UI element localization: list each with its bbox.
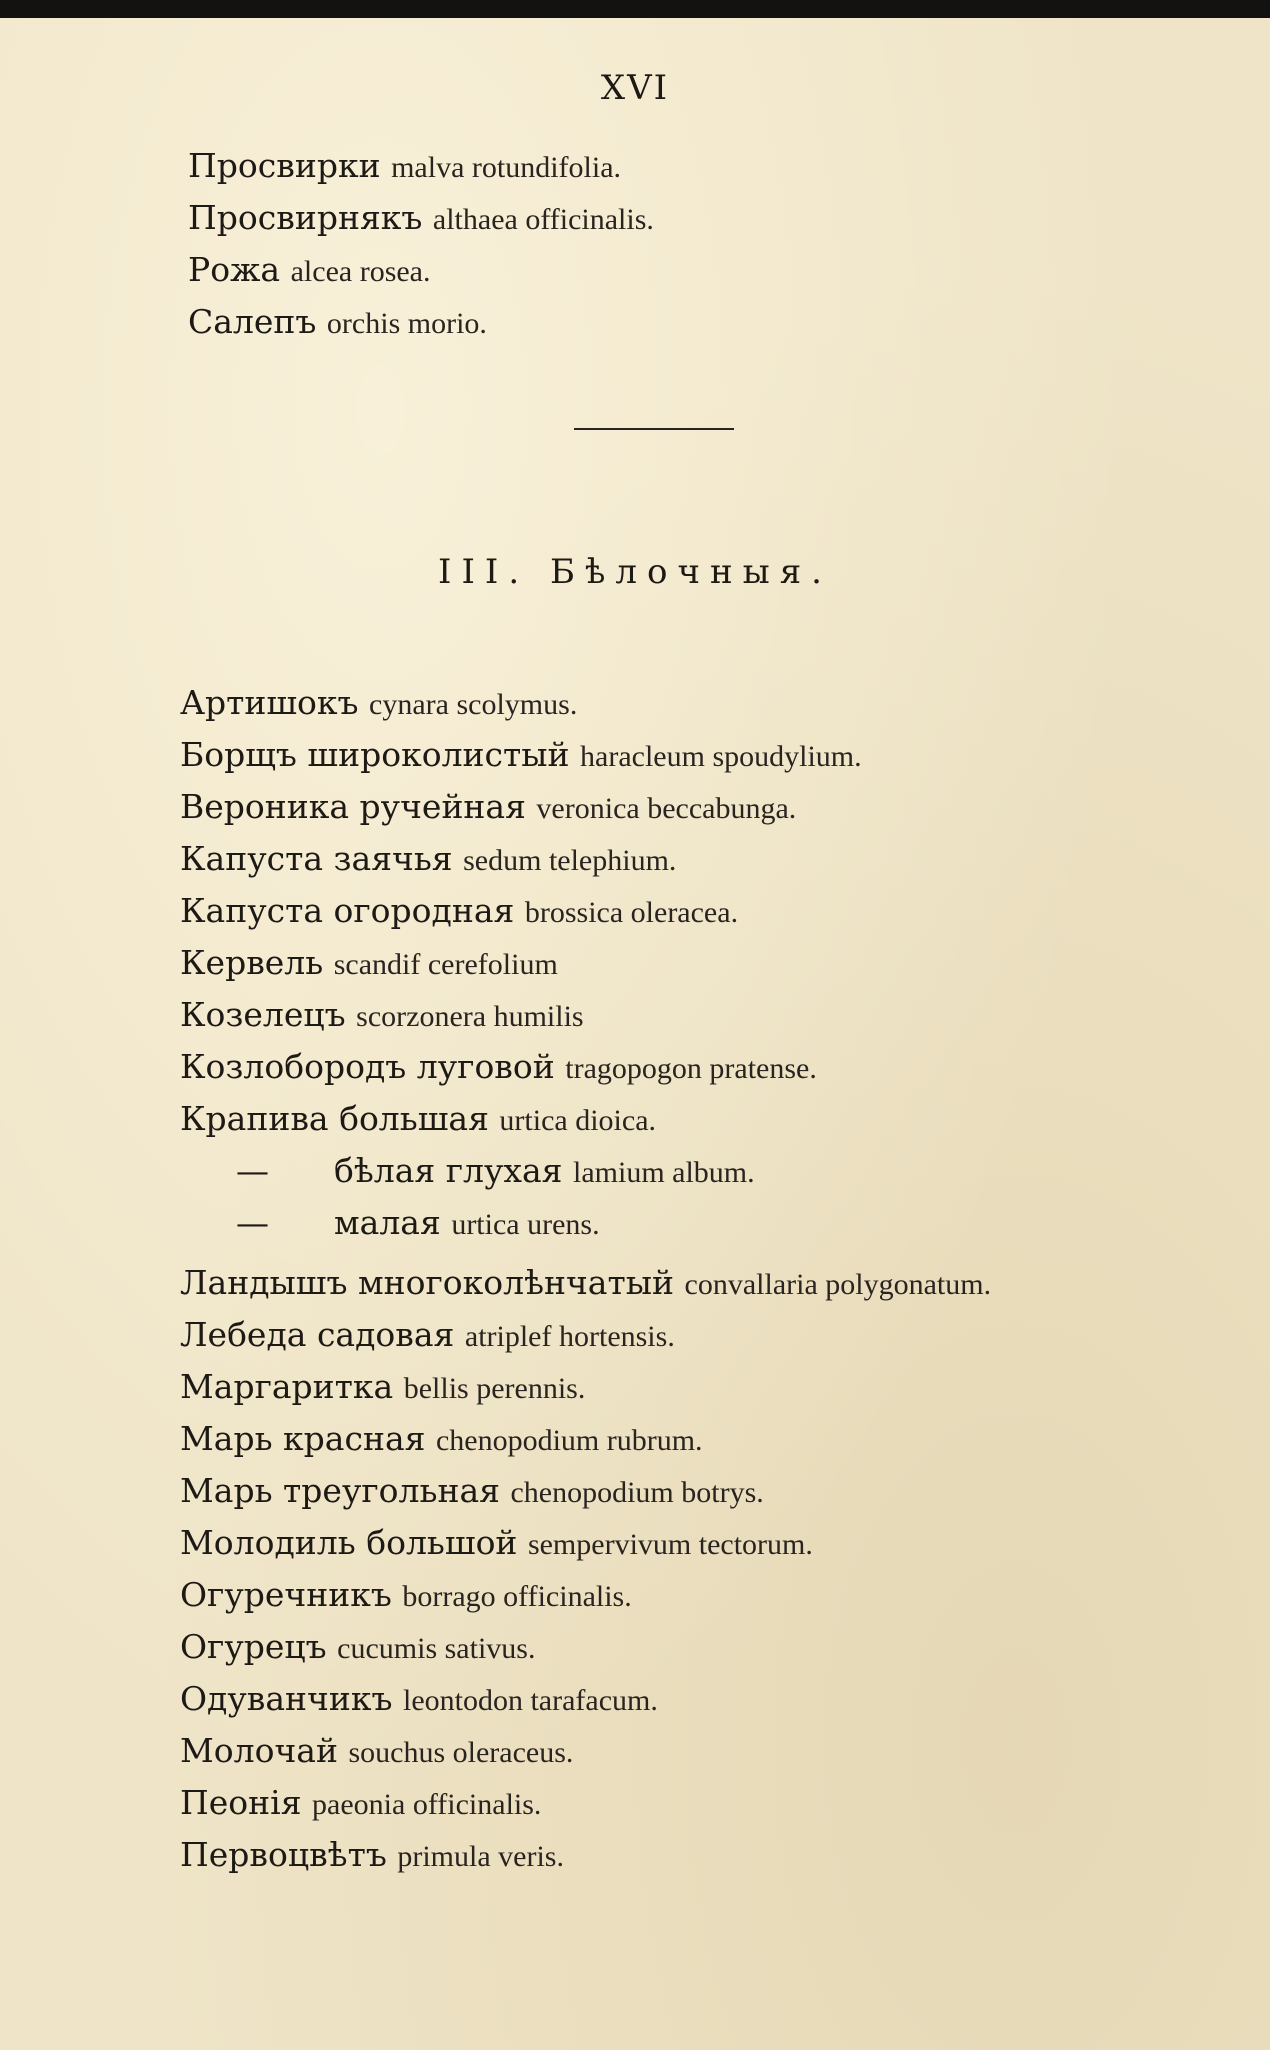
russian-name: Первоцвѣтъ	[180, 1835, 387, 1874]
russian-name: Марь красная	[180, 1419, 426, 1458]
list-item	[180, 1419, 703, 1461]
russian-name: Артишокъ	[180, 683, 359, 722]
latin-name: tragopogon pratense.	[565, 1052, 817, 1085]
list-item	[180, 891, 738, 933]
russian-name: Просвирки	[188, 146, 381, 185]
russian-name: Козлобородъ луговой	[180, 1047, 555, 1086]
list-item	[180, 1731, 573, 1773]
list-item	[180, 839, 676, 881]
list-item	[180, 1783, 541, 1825]
list-item	[180, 1575, 632, 1617]
russian-name: Салепъ	[188, 302, 317, 341]
latin-name: veronica beccabunga.	[536, 792, 797, 825]
latin-name: scorzonera humilis	[356, 1000, 584, 1033]
russian-name: Крапива большая	[180, 1099, 489, 1138]
list-item	[180, 683, 577, 725]
ditto-dash: —	[236, 1203, 269, 1242]
russian-name: Молодиль большой	[180, 1523, 518, 1562]
russian-name: Просвирнякъ	[188, 198, 423, 237]
latin-name: scandif cerefolium	[333, 948, 558, 981]
russian-name: Марь треугольная	[180, 1471, 500, 1510]
list-item	[180, 1627, 535, 1669]
russian-name: Одуванчикъ	[180, 1679, 393, 1718]
latin-name: atriplef hortensis.	[464, 1320, 675, 1353]
latin-name: urtica dioica.	[499, 1104, 657, 1137]
russian-name: Молочай	[180, 1731, 338, 1770]
latin-name: orchis morio.	[326, 307, 487, 340]
latin-name: souchus oleraceus.	[348, 1736, 574, 1769]
russian-name: Ландышъ многоколѣнчатый	[180, 1263, 675, 1302]
latin-name: sedum telephium.	[463, 844, 677, 877]
latin-name: primula veris.	[397, 1840, 564, 1873]
scan-edge	[0, 0, 1270, 18]
list-item	[180, 943, 558, 985]
latin-name: bellis perennis.	[403, 1372, 586, 1405]
latin-name: althaea officinalis.	[432, 203, 654, 236]
list-item	[180, 1315, 675, 1357]
russian-name: Огурецъ	[180, 1627, 327, 1666]
latin-name: brossica oleracea.	[524, 896, 739, 929]
latin-name: malva rotundifolia.	[391, 151, 622, 184]
list-item	[180, 1835, 564, 1877]
latin-name: chenopodium botrys.	[510, 1476, 764, 1509]
list-item	[180, 1047, 817, 1089]
latin-name: lamium album.	[573, 1156, 755, 1189]
list-item	[188, 198, 654, 240]
list-item	[180, 1679, 658, 1721]
list-item	[180, 1263, 991, 1305]
ditto-dash: —	[236, 1151, 269, 1190]
latin-name: urtica urens.	[451, 1208, 600, 1241]
russian-name: Кервель	[180, 943, 324, 982]
section-heading: III. Бѣлочныя.	[438, 552, 832, 592]
latin-name: sempervivum tectorum.	[527, 1528, 813, 1561]
list-item	[180, 787, 796, 829]
russian-name: Козелецъ	[180, 995, 346, 1034]
list-item	[180, 735, 862, 777]
section-divider	[574, 428, 734, 430]
russian-name: Борщъ широколистый	[180, 735, 570, 774]
russian-name: Огуречникъ	[180, 1575, 392, 1614]
russian-name: Вероника ручейная	[180, 787, 526, 826]
latin-name: borrago officinalis.	[402, 1580, 632, 1613]
list-item	[188, 302, 487, 344]
list-item	[236, 1203, 600, 1245]
list-item	[180, 995, 584, 1037]
russian-name: Лебеда садовая	[180, 1315, 455, 1354]
list-item	[180, 1471, 764, 1513]
latin-name: alcea rosea.	[290, 255, 431, 288]
russian-name: бѣлая глухая	[334, 1151, 563, 1190]
list-item	[188, 146, 621, 188]
list-item	[188, 250, 431, 292]
list-item	[180, 1367, 585, 1409]
latin-name: cucumis sativus.	[337, 1632, 536, 1665]
russian-name: Маргаритка	[180, 1367, 394, 1406]
list-item	[236, 1151, 755, 1193]
latin-name: leontodon tarafacum.	[402, 1684, 658, 1717]
latin-name: haracleum spoudylium.	[580, 740, 862, 773]
list-item	[180, 1099, 656, 1141]
russian-name: Пеонія	[180, 1783, 302, 1822]
russian-name: малая	[334, 1203, 441, 1242]
latin-name: paeonia officinalis.	[312, 1788, 542, 1821]
latin-name: cynara scolymus.	[369, 688, 578, 721]
list-item	[180, 1523, 813, 1565]
russian-name: Рожа	[188, 250, 281, 289]
latin-name: chenopodium rubrum.	[435, 1424, 703, 1457]
page-number: XVI	[600, 68, 670, 108]
russian-name: Капуста заячья	[180, 839, 453, 878]
russian-name: Капуста огородная	[180, 891, 515, 930]
latin-name: convallaria polygonatum.	[684, 1268, 992, 1301]
